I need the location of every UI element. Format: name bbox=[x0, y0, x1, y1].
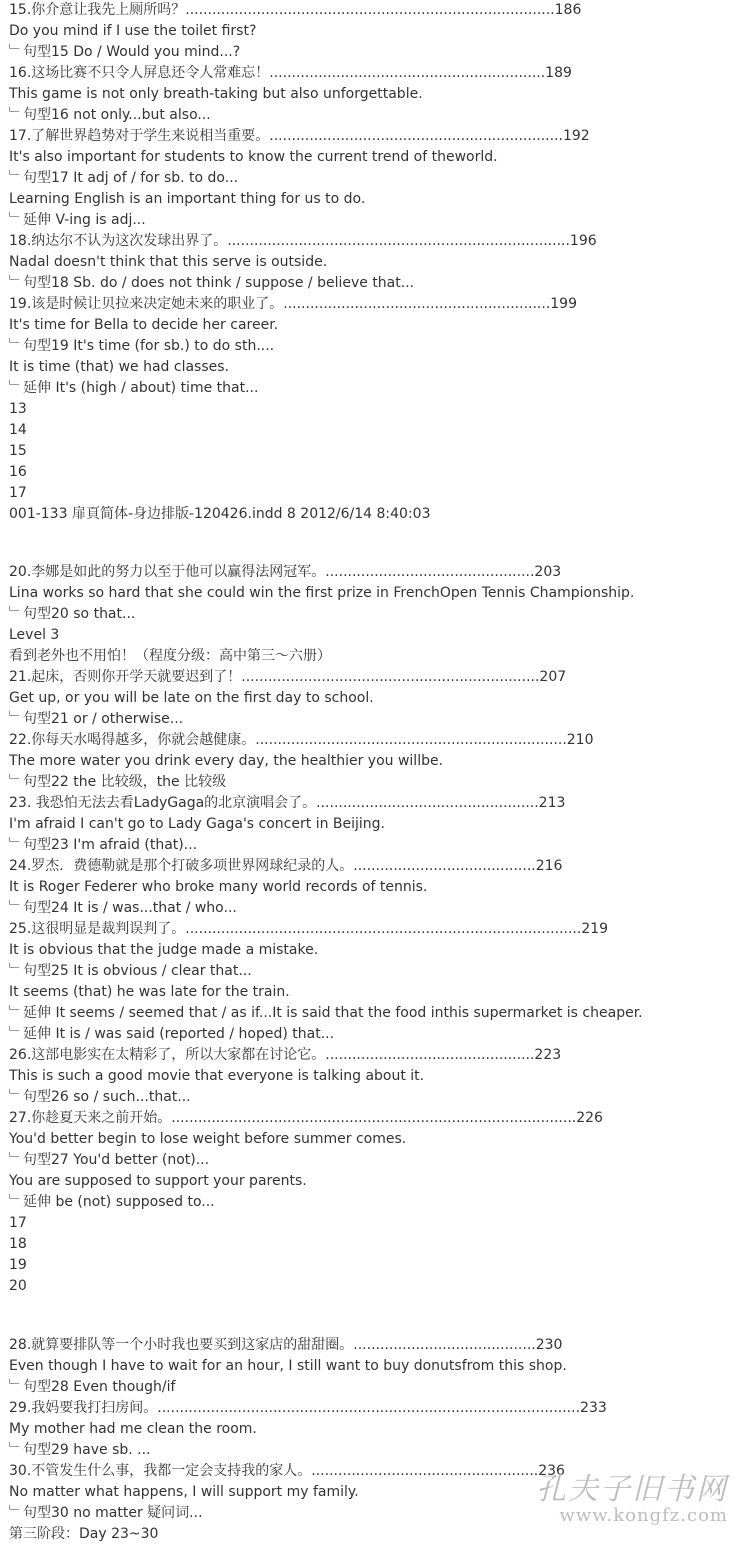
text-line: My mother had me clean the room. bbox=[9, 1421, 257, 1437]
text-line: ﹂延伸 It seems / seemed that / as if...It is said that the food inthis supermarket is cheaper. bbox=[9, 1005, 643, 1021]
text-line: 15 bbox=[9, 443, 27, 459]
watermark-url: www.kongfz.com bbox=[559, 1505, 728, 1526]
text-line: 21.起床，否则你开学天就要迟到了！...................................................................207 bbox=[9, 669, 567, 685]
text-line: 19 bbox=[9, 1257, 27, 1273]
text-line: 看到老外也不用怕！（程度分级：高中第三～六册） bbox=[9, 648, 331, 664]
text-line: 19.该是时候让贝拉来决定她未来的职业了。............................................................199 bbox=[9, 296, 577, 312]
text-line: 16 bbox=[9, 464, 27, 480]
text-line: It is time (that) we had classes. bbox=[9, 359, 230, 375]
text-line: No matter what happens, I will support my family. bbox=[9, 1484, 359, 1500]
text-line: 15.你介意让我先上厕所吗？...................................................................................186 bbox=[9, 2, 582, 18]
text-line: 29.我妈要我打扫房间。...............................................................................................233 bbox=[9, 1400, 607, 1416]
text-line: 26.这部电影实在太精彩了，所以大家都在讨论它。...............................................223 bbox=[9, 1047, 562, 1063]
text-line: ﹂句型20 so that... bbox=[9, 606, 136, 622]
text-line: Lina works so hard that she could win the first prize in FrenchOpen Tennis Championship. bbox=[9, 585, 635, 601]
text-line: It's time for Bella to decide her career. bbox=[9, 317, 279, 333]
text-line: 20 bbox=[9, 1278, 27, 1294]
text-line: 20.李娜是如此的努力以至于他可以赢得法网冠军。...............................................203 bbox=[9, 564, 562, 580]
text-line: 23. 我恐怕无法去看LadyGaga的北京演唱会了。..................................................213 bbox=[9, 795, 566, 811]
text-line: 14 bbox=[9, 422, 27, 438]
contents-block-3 bbox=[9, 1335, 607, 1545]
text-line: 28.就算要排队等一个小时我也要买到这家店的甜甜圈。.........................................230 bbox=[9, 1337, 563, 1353]
watermark bbox=[536, 1474, 728, 1526]
contents-block-1 bbox=[9, 0, 597, 525]
text-line: You are supposed to support your parents. bbox=[9, 1173, 307, 1189]
text-line: 17 bbox=[9, 1215, 27, 1231]
text-line: ﹂句型28 Even though/if bbox=[9, 1379, 176, 1395]
text-line: 27.你趁夏天来之前开始。...........................................................................................226 bbox=[9, 1110, 603, 1126]
text-line: 第三阶段：Day 23~30 bbox=[9, 1526, 159, 1542]
text-line: ﹂句型16 not only...but also... bbox=[9, 107, 211, 123]
text-line: This is such a good movie that everyone is talking about it. bbox=[9, 1068, 425, 1084]
text-line: ﹂句型15 Do / Would you mind...? bbox=[9, 44, 241, 60]
text-line: 22.你每天水喝得越多，你就会越健康。......................................................................210 bbox=[9, 732, 594, 748]
contents-block-2 bbox=[9, 562, 643, 1297]
text-line: 24.罗杰．费德勒就是那个打破多项世界网球纪录的人。.........................................216 bbox=[9, 858, 563, 874]
text-line: Level 3 bbox=[9, 627, 60, 643]
text-line: ﹂句型18 Sb. do / does not think / suppose / believe that... bbox=[9, 275, 415, 291]
text-line: Even though I have to wait for an hour, I still want to buy donutsfrom this shop. bbox=[9, 1358, 567, 1374]
text-line: ﹂句型27 You'd better (not)... bbox=[9, 1152, 210, 1168]
text-line: ﹂句型24 It is / was...that / who... bbox=[9, 900, 237, 916]
text-line: You'd better begin to lose weight before summer comes. bbox=[9, 1131, 407, 1147]
text-line: ﹂句型25 It is obvious / clear that... bbox=[9, 963, 252, 979]
text-line: ﹂延伸 V-ing is adj... bbox=[9, 212, 146, 228]
text-line: ﹂句型30 no matter 疑问词... bbox=[9, 1505, 203, 1521]
text-line: ﹂延伸 It is / was said (reported / hoped) that... bbox=[9, 1026, 335, 1042]
text-line: ﹂句型26 so / such...that... bbox=[9, 1089, 191, 1105]
text-line: 18.纳达尔不认为这次发球出界了。.............................................................................196 bbox=[9, 233, 597, 249]
text-line: Get up, or you will be late on the first day to school. bbox=[9, 690, 374, 706]
text-line: 18 bbox=[9, 1236, 27, 1252]
text-line: Nadal doesn't think that this serve is outside. bbox=[9, 254, 328, 270]
text-line: ﹂句型17 It adj of / for sb. to do... bbox=[9, 170, 239, 186]
text-line: Learning English is an important thing for us to do. bbox=[9, 191, 366, 207]
text-line: ﹂句型22 the 比较级，the 比较级 bbox=[9, 774, 227, 790]
text-line: 17.了解世界趋势对于学生来说相当重要。..................................................................192 bbox=[9, 128, 590, 144]
text-line: ﹂延伸 It's (high / about) time that... bbox=[9, 380, 259, 396]
text-line: ﹂句型19 It's time (for sb.) to do sth.... bbox=[9, 338, 275, 354]
text-line: It seems (that) he was late for the train. bbox=[9, 984, 290, 1000]
text-line: 30.不管发生什么事，我都一定会支持我的家人。...................................................236 bbox=[9, 1463, 565, 1479]
text-line: This game is not only breath-taking but also unforgettable. bbox=[9, 86, 423, 102]
text-line: ﹂句型23 I'm afraid (that)... bbox=[9, 837, 198, 853]
text-line: Do you mind if I use the toilet first? bbox=[9, 23, 257, 39]
text-line: 13 bbox=[9, 401, 27, 417]
text-line: ﹂句型29 have sb. ... bbox=[9, 1442, 151, 1458]
text-line: ﹂延伸 be (not) supposed to... bbox=[9, 1194, 215, 1210]
text-line: It is obvious that the judge made a mistake. bbox=[9, 942, 319, 958]
text-line: It's also important for students to know the current trend of theworld. bbox=[9, 149, 498, 165]
text-line: 17 bbox=[9, 485, 27, 501]
text-line: The more water you drink every day, the healthier you willbe. bbox=[9, 753, 444, 769]
text-line: I'm afraid I can't go to Lady Gaga's concert in Beijing. bbox=[9, 816, 385, 832]
text-line: 25.这很明显是裁判误判了。.........................................................................................219 bbox=[9, 921, 609, 937]
watermark-brand: 孔夫子旧书网 bbox=[536, 1472, 728, 1507]
text-line: It is Roger Federer who broke many world records of tennis. bbox=[9, 879, 428, 895]
text-line: 001-133 扉頁简体-身边排版-120426.indd 8 2012/6/14 8:40:03 bbox=[9, 506, 431, 522]
text-line: 16.这场比赛不只令人屏息还令人常难忘！..............................................................189 bbox=[9, 65, 572, 81]
text-line: ﹂句型21 or / otherwise... bbox=[9, 711, 184, 727]
